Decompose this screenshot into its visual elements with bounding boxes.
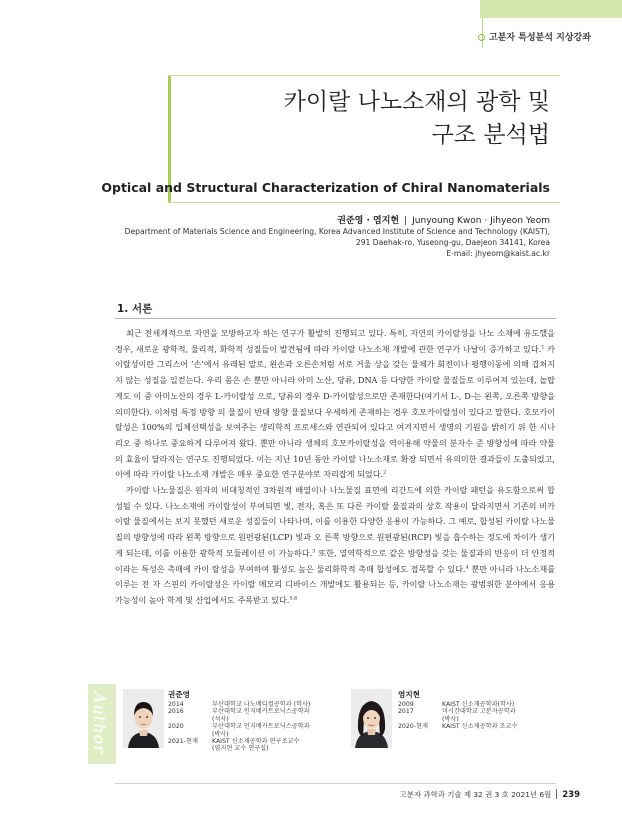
- affiliation-line: Department of Materials Science and Engineering, Korea Advanced Institute of Science and Technology (KAIST),: [124, 227, 550, 236]
- career-row: 2020-현재 KAIST 신소재공학과 조교수: [398, 723, 518, 731]
- title-frame-top: [168, 75, 560, 76]
- author-photo-yeom: [351, 689, 392, 748]
- journal-citation: 고분자 과학과 기술 제 32 권 3 호 2021년 6월: [399, 790, 552, 799]
- english-title: Optical and Structural Characterization of Chiral Nanomaterials: [101, 180, 550, 195]
- career-row: 2020 부산대학교 인지메카트로닉스공학과 (박사): [168, 723, 310, 738]
- affiliation-line: 291 Daehak-ro, Yuseong-gu, Daejeon 34141, Korea: [355, 238, 550, 247]
- korean-title-line: 카이랄 나노소재의 광학 및: [283, 89, 550, 115]
- author-names-english: Junyoung Kwon · Jihyeon Yeom: [412, 216, 550, 226]
- author-names-korean: 권준영 · 염지현: [337, 216, 400, 226]
- author-vertical-label: Author: [90, 692, 109, 754]
- ref-2: 2: [383, 469, 387, 476]
- ref-3: 3: [312, 548, 316, 555]
- page-number: 239: [562, 790, 580, 800]
- footer-divider: [115, 783, 556, 784]
- ref-4: 4: [465, 563, 469, 570]
- paragraph-chiral-nanomaterials: 카이랄 나노물질은 원자의 비대칭적인 3차원적 배열이나 나노물질 표면에 리간드에 의한 카이랄 패턴을 유도함으로써 합성될 수 있다. 나노소재에 카이랄성이 부여되면 빛, 전자, 혹은 또 다른 카이랄 물질과의 상호 작용이 달라지면서 기존의 비카이랄 물질에서는 보지 못했던 새로운 성질들이 나타나며, 이를 이용한 다양한 응용이 가능하다. 그 예로, 합성된 카이랄 나노물질의 방향성에 따라 왼쪽 방향으로 원편광된(LCP) 빛과 오 른쪽 방향으로 원편광된(RCP) 빛을 흡수하는 정도에 차이가 생기게 되는데, 이를 이용한 광학적 모듈레이션 이 가능하다.$^3$ 또한, 열역학적으로 같은 방향성을 갖는 물질과의 반응이 더 안정적이라는 특성은 촉매에 카이 랄성을 부여하여 활성도 높은 물리화학적 촉매 합성에도 접목할 수 있다.$^4$ 뿐만 아니라 나노소재를 이루는 전 자 스핀의 카이랄성은 카이랄 메모리 디바이스 개발에도 활용되는 등, 카이랄 나노소재는 광범위한 분야에서 응용 가능성이 높아 학계 및 산업에서도 주목받고 있다.$^{5,6}$: [115, 485, 556, 605]
- series-label: [478, 30, 591, 43]
- career-list-yeom: [398, 701, 517, 731]
- title-frame-bottom: [168, 202, 560, 203]
- circle-bullet-icon: [478, 34, 485, 41]
- career-row: 2016 부산대학교 인지메카트로닉스공학과 (석사): [168, 708, 310, 723]
- email-line: E-mail: jhyeom@kaist.ac.kr: [446, 249, 550, 258]
- header-tab: [480, 0, 622, 18]
- footer-separator: [556, 789, 557, 799]
- career-row: 2021-현재 KAIST 신소재공학과 연구조교수 (염지현 교수 연구실): [168, 738, 300, 753]
- author-line: 권준영 · 염지현 | Junyoung Kwon · Jihyeon Yeom: [337, 216, 550, 226]
- section-heading: 1. 서론: [117, 303, 153, 315]
- korean-title-line: 구조 분석법: [431, 122, 550, 148]
- ref-5-6: 5,6: [289, 595, 298, 602]
- career-row: 2017 미시간대학교 고분자공학과 (박사): [398, 708, 516, 723]
- paragraph-intro: 최근 전세계적으로 자연을 모방하고자 하는 연구가 활발히 진행되고 있다. 특히, 자연의 카이랄성을 나노 소재에 유도했을 경우, 새로운 광학적, 물리적, 화학적 성질들이 발견됨에 따라 카이랄 나노소재 개발에 관한 연구가 나날이 증가하고 있다.$^1$ 카이랄성이란 그리스어 ‘손’에서 유래된 말로, 왼손과 오른손처럼 서로 거울 상을 갖는 물체가 회전이나 평행이동에 의해 겹쳐지지 않는 성질을 일컫는다. 우리 몸은 손 뿐만 아니라 아미 노산, 당류, DNA 등 다양한 카이랄 물질들로 이루어져 있는데, 놀랍게도 이 중 아미노산의 경우 L-카이랄성 으로, 당류의 경우 D-카이랄성으로만 존재한다(여기서 L-, D-는 왼쪽, 오른쪽 방향을 의미한다). 이처럼 특정 방향 의 물질이 반대 방향 물질보다 우세하게 존재하는 경우 호모카이랄성이 있다고 말한다. 호모카이랄성은 100%의 입체선택성을 보여주는 생리학적 프로세스와 연관되어 있다고 여겨지면서 생명의 기원을 밝히기 위 한 시나리오 중 하나로 중요하게 다루어져 왔다. 뿐만 아니라 생체의 호모카이랄성을 역이용해 약물의 분자수 준 방향성에 따라 약물의 효율이 달라지는 연구도 진행되었다. 이는 지난 10년 동안 카이랄 나노소재로 확장 되면서 유의미한 결과들이 도출되었고, 이에 따라 카이랄 나노소재 개발은 매우 중요한 연구분야로 자리잡게 되었다.$^2$: [115, 328, 556, 480]
- author-name-yeom: 염지현: [398, 690, 421, 699]
- series-title: 고분자 특성분석 지상강좌: [489, 33, 591, 43]
- page-footer: [400, 789, 580, 800]
- career-row: 2009 KAIST 신소재공학과(학사): [398, 701, 515, 708]
- author-name-kwon: 권준영: [168, 690, 191, 699]
- ref-1: 1: [541, 344, 545, 351]
- body-text: [115, 326, 555, 609]
- career-row: 2014 부산대학교 나노메디컬공학과 (학사): [168, 701, 311, 708]
- korean-title: [284, 86, 550, 152]
- career-list-kwon: [168, 701, 310, 753]
- author-photo-kwon: [123, 689, 164, 748]
- section-divider: [115, 318, 556, 319]
